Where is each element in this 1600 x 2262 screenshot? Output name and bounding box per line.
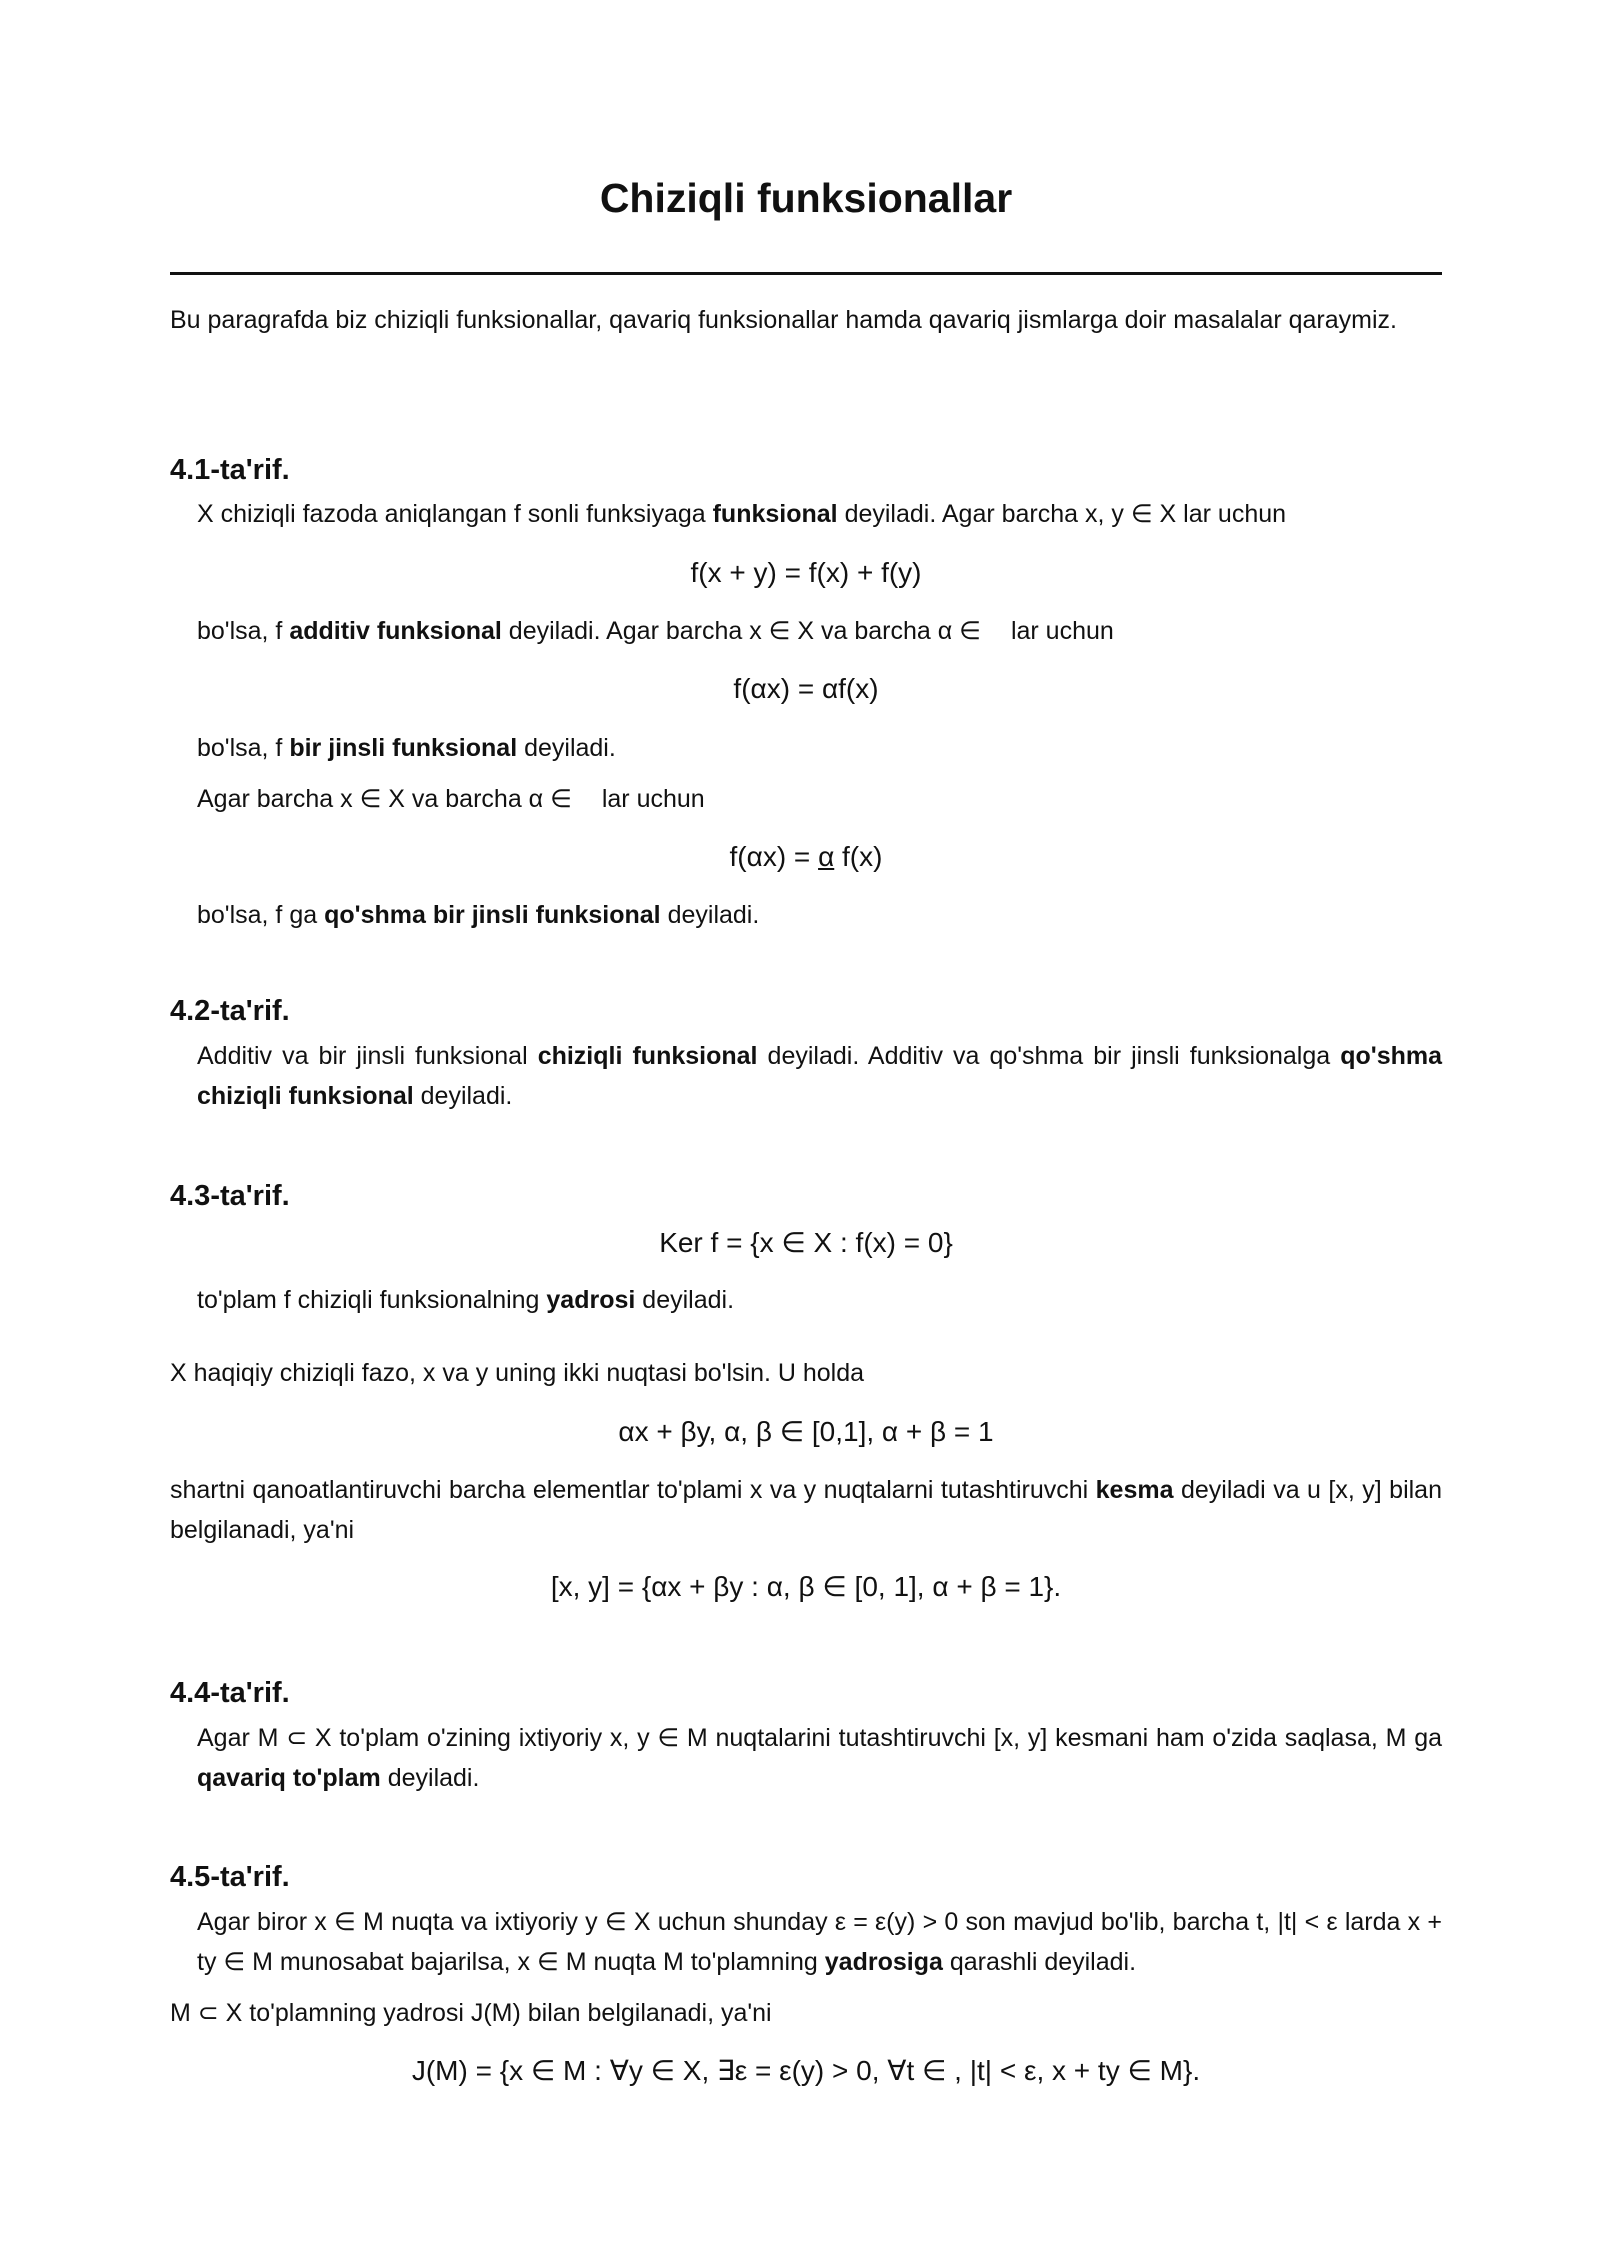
equation-core: J(M) = {x ∈ M : ∀y ∈ X, ∃ε = ε(y) > 0, ∀t ∈ , |t| < ε, x + ty ∈ M}. [411,2055,1201,2086]
equation-homogeneous: f(αx) = αf(x) [733,673,879,704]
equation-kernel: Ker f = {x ∈ X : f(x) = 0} [659,1227,953,1258]
text: deyiladi. [635,1286,735,1314]
text: X chiziqli fazoda aniqlangan f sonli funksiyaga [197,500,713,528]
term-qoshma-chiziqli: qo'shma chiziqli funksional [197,1042,1442,1110]
definition-4-3-heading: 4.3-ta'rif. [170,1180,290,1212]
term-funksional: funksional [712,500,838,528]
text: bo'lsa, f ga [197,901,325,929]
text: shartni qanoatlantiruvchi barcha elementlar to'plami x va y nuqtalarni tutashtiruvchi [170,1476,1096,1504]
text: deyiladi. [380,1764,480,1792]
text: Agar biror x ∈ M nuqta va ixtiyoriy y ∈ X uchun shunday ε = ε(y) > 0 son mavjud bo'lib, barcha t, |t| < ε larda x + ty ∈ M munosabat bajarilsa, x ∈ M nuqta M to'plamning [197,1908,1442,1976]
text: lar uchun [601,785,705,813]
core-notation-text: M ⊂ X to'plamning yadrosi J(M) bilan belgilanadi, ya'ni [170,1999,772,2027]
definition-4-3-text [197,1280,1442,1320]
term-yadrosi: yadrosi [546,1286,636,1314]
text: Agar M ⊂ X to'plam o'zining ixtiyoriy x, y ∈ M nuqtalarini tutashtiruvchi [x, y] kesmani ham o'zida saqlasa, M ga [197,1724,1442,1752]
equation-additive: f(x + y) = f(x) + f(y) [690,557,922,588]
intro-paragraph: Bu paragrafda biz chiziqli funksionallar, qavariq funksionallar hamda qavariq jismlarga doir masalalar qaraymiz. [170,306,1397,334]
text: Additiv va bir jinsli funksional [197,1042,538,1070]
text: Agar barcha x ∈ X va barcha α ∈ [197,785,572,813]
text: bo'lsa, f [197,617,290,645]
definition-4-5-heading: 4.5-ta'rif. [170,1861,290,1893]
text: f(αx) = [729,841,819,872]
text: deyiladi. [660,901,760,929]
page-title: Chiziqli funksionallar [599,175,1013,221]
segment-definition [170,1470,1442,1550]
term-qoshma-bir-jinsli: qo'shma bir jinsli funksional [324,901,661,929]
term-yadrosiga: yadrosiga [824,1948,943,1976]
text: qarashli deyiladi. [942,1948,1137,1976]
text: deyiladi. Agar barcha x, y ∈ X lar uchun [837,500,1287,528]
definition-4-1-line-3 [197,728,1442,768]
term-additiv-funksional: additiv funksional [289,617,502,645]
text: f(x) [834,841,883,872]
text: bo'lsa, f [197,734,290,762]
definition-4-4-heading: 4.4-ta'rif. [170,1677,290,1709]
text: deyiladi va u [x, y] bilan belgilanadi, ya'ni [170,1476,1442,1544]
term-chiziqli-funksional: chiziqli funksional [537,1042,758,1070]
text: lar uchun [1010,617,1114,645]
term-qavariq-toplam: qavariq to'plam [197,1764,381,1792]
text: deyiladi. [517,734,616,762]
definition-4-2-heading: 4.2-ta'rif. [170,995,290,1027]
equation-segment: [x, y] = {αx + βy : α, β ∈ [0, 1], α + β = 1}. [550,1571,1062,1602]
text: deyiladi. Additiv va qo'shma bir jinsli funksionalga [757,1042,1341,1070]
definition-4-1-line-4 [197,779,1442,819]
definition-4-5-text [197,1902,1442,1982]
text: deyiladi. Agar barcha x ∈ X va barcha α ∈ [501,617,981,645]
definition-4-1-heading: 4.1-ta'rif. [170,454,290,486]
title-divider [170,272,1442,275]
definition-4-1-line-5 [197,895,1442,935]
equation-conjugate-homogeneous [170,837,1442,877]
text: deyiladi. [413,1082,513,1110]
term-bir-jinsli: bir jinsli funksional [289,734,518,762]
definition-4-1-line-1 [197,494,1442,534]
definition-4-2-text [197,1036,1442,1116]
segment-intro: X haqiqiy chiziqli fazo, x va y uning ikki nuqtasi bo'lsin. U holda [170,1359,865,1387]
text: to'plam f chiziqli funksionalning [197,1286,547,1314]
definition-4-4-text [197,1718,1442,1798]
term-kesma: kesma [1095,1476,1174,1504]
definition-4-1-line-2 [197,611,1442,651]
equation-convex-combination: αx + βy, α, β ∈ [0,1], α + β = 1 [618,1416,994,1447]
conjugate-alpha: α [818,841,835,872]
